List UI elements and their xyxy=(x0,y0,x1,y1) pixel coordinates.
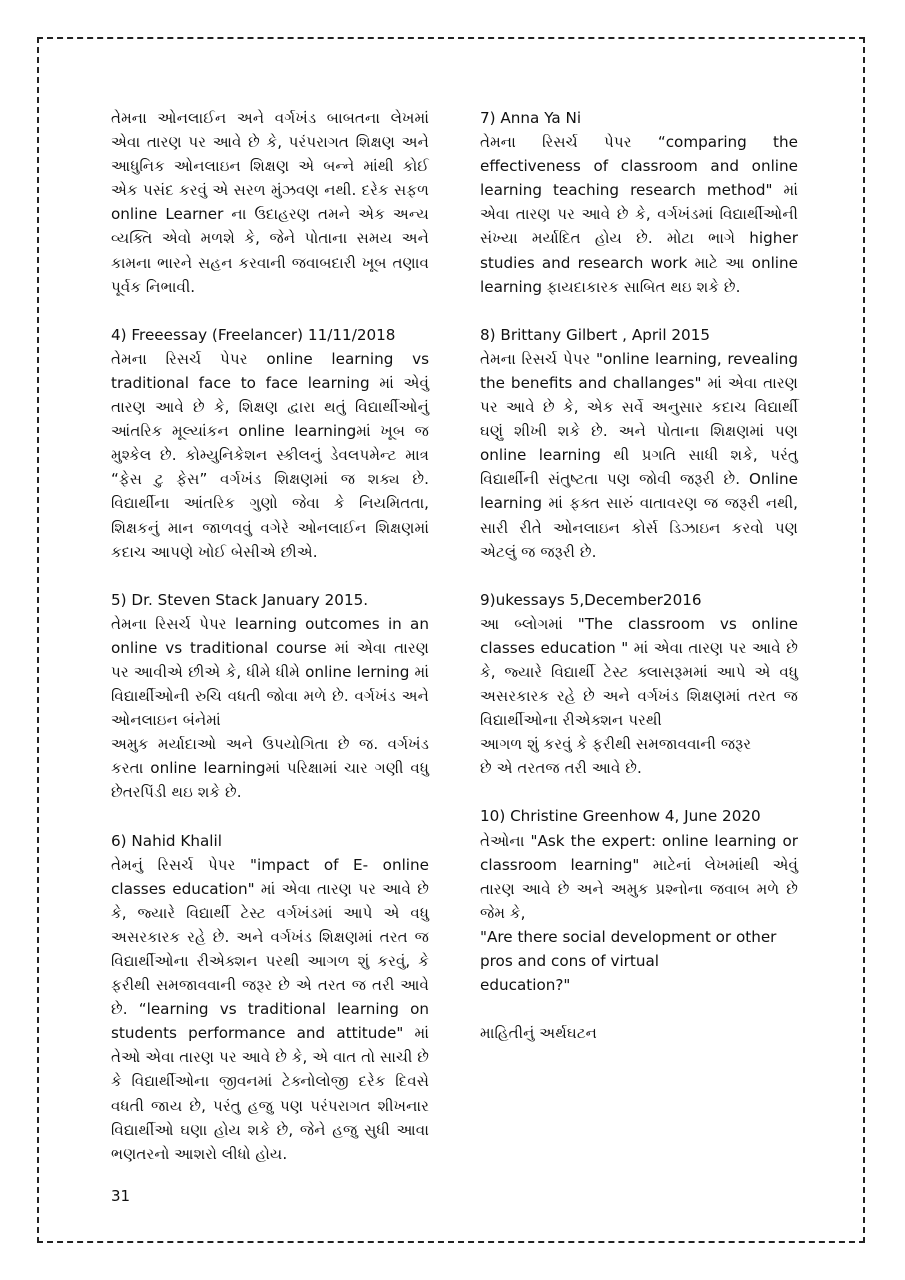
page-number: 31 xyxy=(111,1187,131,1205)
section-10-text-1: તેઓના "Ask the expert: online learning or classroom learning" માટેનાં લેખમાંથી એવું તારણ આવે છે અને અમુક પ્રશ્નોના જવાબ મળે છે જેમ કે, xyxy=(480,831,798,922)
section-8-text: તેમના રિસર્ચ પેપર "online learning, revealing the benefits and challanges" માં એવા તારણ પર આવે છે કે, એક સર્વે અનુસાર કદાચ વિદ્યાર્થી ઘણું શીખી શકે છે. અને પોતાના શિક્ષણમાં પણ online learning થી પ્રગતિ સાધી શકે, પરંતુ વિદ્યાર્થીની સંતુષ્ટતા પણ જોવી જરૂરી છે. Online learning માં ફક્ત સારું વાતાવરણ જ જરૂરી નથી, સારી રીતે ઓનલાઇન કોર્સ ડિઝાઇન કરવો પણ એટલું જ જરૂરી છે. xyxy=(480,349,798,561)
section-8-heading: 8) Brittany Gilbert , April 2015 xyxy=(480,325,711,344)
section-4 xyxy=(111,323,429,564)
section-9-text-1: આ બ્લોગમાં "The classroom vs online classes education " માં એવા તારણ પર આવે છે કે, જ્યારે વિદ્યાર્થી ટેસ્ટ ક્લાસરૂમમાં આપે એ વધુ અસરકારક રહે છે અને વર્ગખંડ શિક્ષણમાં તરત જ વિદ્યાર્થીઓના રીએક્શન પરથી xyxy=(480,614,798,730)
section-10-text-2: "Are there social development or other xyxy=(480,927,777,946)
right-column xyxy=(480,106,798,1069)
section-5-text-1: તેમના રિસર્ચ પેપર learning outcomes in an online vs traditional course માં એવા તારણ પર આવીએ છીએ કે, ધીમે ધીમે online lerning માં વિદ્યાર્થીઓની રુચિ વધતી જોવા મળે છે. વર્ગખંડ અને ઓનલાઇન બંનેમાં xyxy=(111,614,429,730)
section-7 xyxy=(480,106,798,299)
section-4-text: તેમના રિસર્ચ પેપર online learning vs traditional face to face learning માં એવું તારણ આવે છે કે, શિક્ષણ દ્વારા થતું વિદ્યાર્થીઓનું આંતરિક મૂલ્યાંકન online learningમાં ખૂબ જ મુશ્કેલ છે. કોમ્યુનિકેશન સ્કીલનું ડેવલપમેન્ટ માત્ર “ફેસ ટુ ફેસ” વર્ગખંડ શિક્ષણમાં જ શક્ય છે. વિદ્યાર્થીના આંતરિક ગુણો જેવા કે નિયમિતતા, શિક્ષકનું માન જાળવવું વગેરે ઓનલાઈન શિક્ષણમાં કદાચ આપણે ખોઈ બેસીએ છીએ. xyxy=(111,349,429,561)
section-10-heading: 10) Christine Greenhow 4, June 2020 xyxy=(480,807,761,826)
section-10 xyxy=(480,804,798,997)
closing-heading: માહિતીનું અર્થઘટન xyxy=(480,1024,597,1043)
section-10-text-3: pros and cons of virtual xyxy=(480,952,660,970)
section-5 xyxy=(111,588,429,805)
section-9-text-2: આગળ શું કરવું કે ફરીથી સમજાવવાની જરૂર xyxy=(480,735,752,754)
section-4-heading: 4) Freeessay (Freelancer) 11/11/2018 xyxy=(111,325,396,344)
section-7-text: તેમના રિસર્ચ પેપર “comparing the effectiveness of classroom and online learning teaching research method" માં એવા તારણ પર આવે છે કે, વર્ગખંડમાં વિદ્યાર્થીઓની સંખ્યા મર્યાદિત હોય છે. મોટા ભાગે higher studies and research work માટે આ online learning ફાયદાકારક સાબિત થઇ શકે છે. xyxy=(480,133,798,296)
section-9-text-3: છે એ તરતજ તરી આવે છે. xyxy=(480,759,642,778)
section-9-heading: 9)ukessays 5,December2016 xyxy=(480,590,702,609)
left-column xyxy=(111,106,429,1190)
section-6-text: તેમનું રિસર્ચ પેપર "impact of E- online classes education" માં એવા તારણ પર આવે છે કે, જ્યારે વિદ્યાર્થી ટેસ્ટ વર્ગખંડમાં આપે એ વધુ અસરકારક રહે છે. અને વર્ગખંડ શિક્ષણમાં તરત જ વિદ્યાર્થીઓના રીએક્શન પરથી આગળ શું કરવું, કે ફરીથી સમજાવવાની જરૂર છે એ તરત જ તરી આવે છે. “learning vs traditional learning on students performance and attitude" માં તેઓ એવા તારણ પર આવે છે કે, એ વાત તો સાચી છે કે વિદ્યાર્થીઓના જીવનમાં ટેક્નોલોજી દરેક દિવસે વધતી જાય છે, પરંતુ હજુ પણ પરંપરાગત શીખનાર વિદ્યાર્થીઓ ઘણા હોય શકે છે, જેને હજુ સુધી આવા ભણતરનો આશરો લીધો હોય. xyxy=(111,855,429,1163)
section-6-heading: 6) Nahid Khalil xyxy=(111,831,222,850)
section-5-text-2: અમુક મર્યાદાઓ અને ઉપયોગિતા છે જ. વર્ગખંડ કરતા online learningમાં પરિક્ષામાં ચાર ગણી વધુ છેતરપિંડી થઇ શકે છે. xyxy=(111,735,429,802)
section-5-heading: 5) Dr. Steven Stack January 2015. xyxy=(111,590,369,609)
section-9 xyxy=(480,588,798,781)
intro-paragraph: તેમના ઓનલાઈન અને વર્ગખંડ બાબતના લેખમાં એવા તારણ પર આવે છે કે, પરંપરાગત શિક્ષણ અને આધુનિક ઓનલાઇન શિક્ષણ એ બન્ને માંથી કોઈ એક પસંદ કરવું એ સરળ મુંઝવણ નથી. દરેક સફળ online Learner ના ઉદાહરણ તમને એક અન્ય વ્યક્તિ એવો મળશે કે, જેને પોતાના સમય અને કામના ભારને સહન કરવાની જવાબદારી ખૂબ તણાવ પૂર્વક નિભાવી. xyxy=(111,109,429,296)
section-6 xyxy=(111,829,429,1166)
section-10-text-4: education?" xyxy=(480,976,571,995)
section-8 xyxy=(480,323,798,564)
section-7-heading: 7) Anna Ya Ni xyxy=(480,109,582,127)
